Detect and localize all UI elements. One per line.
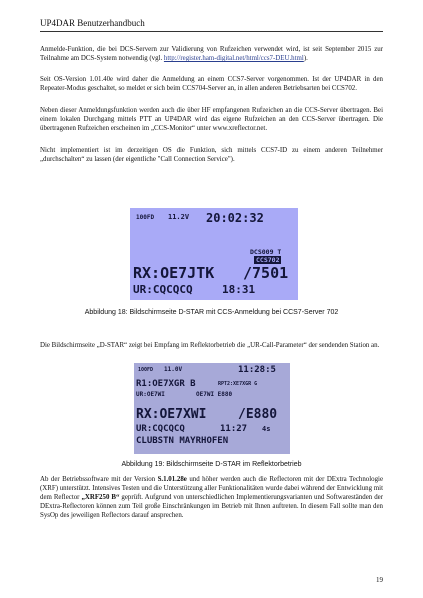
rx-suffix: /7501 [243, 264, 289, 282]
paragraph-ccs7-intro [40, 45, 383, 63]
station-message: CLUBSTN MAYRHOFEN [136, 436, 229, 446]
ur-time: 11:27 [220, 424, 248, 434]
lcd-screenshot-reflector [134, 363, 290, 454]
server-top: DCS009 T [250, 248, 282, 256]
ur-callsign: UR:CQCQCQ [136, 424, 185, 434]
my-row: OE7WI E880 [196, 391, 233, 398]
paragraph-text: Ab der Betriebssoftware mit der Version [40, 476, 158, 483]
page-number: 19 [376, 576, 383, 584]
rpt2-callsign: RPT2:XE7XGR G [218, 381, 258, 387]
reflector-name: „XRF250 B“ [81, 494, 120, 501]
voltage-display: 11.2V [168, 213, 190, 221]
paragraph-text: geprüft. Aufgrund von unterschiedlichen Implementierungsvarianten und Softwareständen der DExtra-Reflectoren können zum Teil große Einschränkungen im Betrieb mit Ihnen auftreten. In diesem Fall sollte man den SysOp des jeweiligen Reflectors darauf ansprechen. [40, 494, 383, 519]
tx-duration: 4s [262, 425, 271, 433]
time-display: 20:02:32 [206, 211, 264, 225]
voltage-display: 11.0V [164, 366, 183, 373]
caption-figure-19: Abbildung 19: Bildschirmseite D-STAR im Reflektorbetrieb [121, 461, 302, 468]
status-label: 100FD [138, 367, 154, 373]
time-display: 11:28:5 [238, 365, 276, 375]
paragraph-dextra [40, 475, 383, 520]
server-badge: CCS702 [256, 256, 280, 264]
rx-callsign: RX:OE7JTK [133, 264, 215, 282]
caption-figure-18: Abbildung 18: Bildschirmseite D-STAR mit CCS-Anmeldung bei CCS7-Server 702 [84, 309, 339, 316]
paragraph-hf-callsigns: Neben dieser Anmeldungsfunktion werden auch die über HF empfangenen Rufzeichen an die CCS-Server übertragen. Bei einem lokalen Durchgang mittels PTT an UP4DAR wird das eigene Rufzeichen an den CCS-Server übertragen. Die übertragenen Rufzeichen erscheinen im „CCS-Monitor“ unter www.xreflector.net. [40, 107, 383, 132]
status-label: 100FD [136, 214, 155, 221]
ur-callsign: UR:CQCQCQ [133, 283, 193, 296]
paragraph-text: ). [303, 55, 308, 62]
lcd-screenshot-ccs [130, 208, 298, 300]
register-link[interactable]: http://register.ham-digital.net/html/ccs7-DEU.html [163, 55, 304, 62]
r1-callsign: R1:OE7XGR B [136, 379, 196, 389]
ur-time: 18:31 [222, 283, 256, 296]
rx-callsign: RX:OE7XWI [136, 407, 207, 422]
paragraph-dstar-screen: Die Bildschirmseite „D-STAR“ zeigt bei Empfang im Reflektorbetrieb die „UR-Call-Parameter“ der sendenden Station an. [40, 342, 380, 349]
ur-row: UR:OE7WI [136, 391, 165, 398]
paragraph-not-implemented: Nicht implementiert ist im derzeitigen OS die Funktion, sich mittels CCS7-ID zu einem anderen Teilnehmer „durchschalten“ zu lassen (der eigentliche "Call Connection Service"). [40, 147, 383, 163]
page-header [40, 18, 383, 32]
paragraph-text: Anmelde-Funktion, die bei DCS-Servern zur Validierung von Rufzeichen verwendet wird, ist seit September 2015 zur Teilnahme am DCS-System notwendig (vgl. [40, 46, 383, 62]
paragraph-text: und höher werden auch die Reflectoren mit der DExtra Technologie (XRF) unterstützt. Intensives Testen und die Unterstützung aller Funktionalitäten wurde dabei während der Entwicklung mit dem Reflector [40, 476, 384, 501]
paragraph-os-version: Seit OS-Version 1.01.40e wird daher die Anmeldung an einem CCS7-Server vorgenommen. Ist der UP4DAR in den Repeater-Modus geschaltet, so meldet er sich beim CCS704-Server an, in allen anderen Betriebsarten bei CCS702. [40, 76, 383, 92]
header-title: UP4DAR Benutzerhandbuch [40, 18, 145, 28]
rx-suffix: /E880 [238, 407, 278, 422]
version-number: S.1.01.28e [157, 476, 187, 483]
